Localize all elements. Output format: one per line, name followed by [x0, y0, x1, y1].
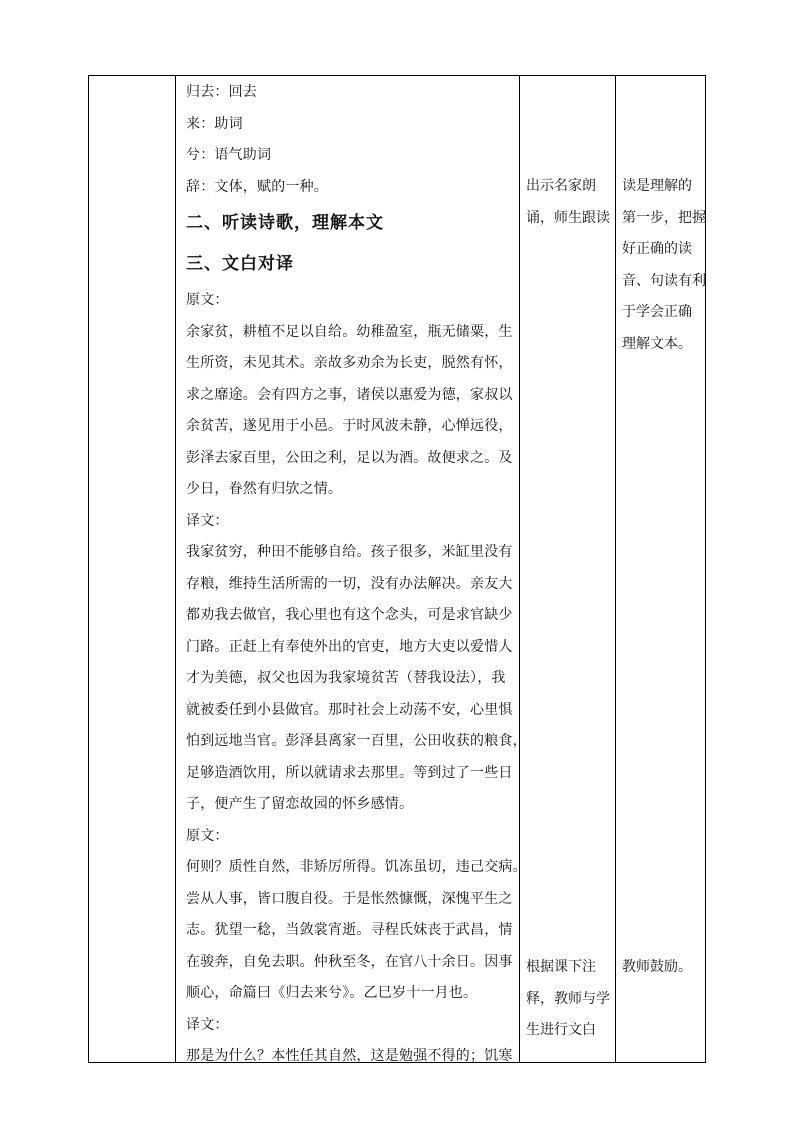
text-line: 在骏奔，自免去职。仲秋至冬，在官八十余日。因事	[186, 953, 513, 970]
activity-line: 诵，师生跟读	[526, 209, 610, 226]
text-line: 何则？质性自然，非矫厉所得。饥冻虽切，违己交病。	[186, 859, 527, 875]
activity-line: 生进行文白	[526, 1022, 596, 1038]
activity-line: 出示名家朗	[526, 178, 596, 194]
purpose-line: 第一步，把握	[622, 209, 706, 226]
teaching-content-cell	[176, 76, 527, 1073]
purpose-line: 于学会正确	[622, 304, 692, 320]
text-line: 才为美德，叔父也因为我家境贫苦（替我设法），我	[186, 670, 506, 686]
text-line: 原文：	[186, 827, 229, 844]
section-heading: 二、听读诗歌，理解本文	[186, 213, 384, 233]
design-purpose-cell-1	[622, 171, 706, 360]
vocab-line: 辞：文体，赋的一种。	[186, 178, 328, 195]
column-divider	[615, 76, 616, 1062]
vocab-line: 归去：回去	[186, 84, 257, 100]
vocab-line: 兮：语气助词	[186, 147, 272, 163]
text-line: 存粮，维持生活所需的一切，没有办法解决。亲友大	[186, 575, 513, 592]
text-line: 译文：	[186, 1016, 229, 1033]
text-line: 彭泽去家百里，公田之利，足以为酒。故便求之。及	[186, 449, 513, 466]
column-divider	[519, 76, 520, 1062]
lesson-table	[88, 75, 706, 1063]
text-line: 门路。正赶上有奉使外出的官吏，地方大吏以爱惜人	[186, 638, 513, 655]
text-line: 求之靡途。会有四方之事，诸侯以惠爱为德，家叔以	[186, 386, 513, 403]
activity-line: 根据课下注	[526, 959, 596, 975]
text-line: 少日，眷然有归欤之情。	[186, 481, 343, 497]
text-line: 子，便产生了留恋故园的怀乡感情。	[186, 796, 414, 812]
teacher-activity-cell-2	[526, 952, 610, 1047]
text-line: 原文：	[186, 292, 229, 308]
text-line: 怕到远地当官。彭泽县离家一百里，公田收获的粮食，	[186, 733, 527, 749]
text-line: 志。犹望一稔，当敛裳宵逝。寻程氏妹丧于武昌，情	[186, 922, 513, 938]
text-line: 顺心，命篇曰《归去来兮》。乙巳岁十一月也。	[186, 985, 478, 1001]
text-line: 余家贫，耕植不足以自给。幼稚盈室，瓶无储粟，生	[186, 323, 513, 340]
purpose-line: 教师鼓励。	[622, 959, 692, 975]
purpose-line: 理解文本。	[622, 335, 692, 352]
vocab-line: 来：助词	[186, 115, 243, 132]
purpose-line: 读是理解的	[622, 178, 692, 194]
activity-line: 释，教师与学	[526, 990, 610, 1007]
text-line: 生所资，未见其术。亲故多劝余为长吏，脱然有怀，	[186, 355, 513, 371]
teacher-activity-cell-1	[526, 171, 610, 234]
section-heading: 三、文白对译	[186, 254, 294, 274]
text-line: 都劝我去做官，我心里也有这个念头，可是求官缺少	[186, 607, 513, 623]
design-purpose-cell-2	[622, 952, 692, 984]
text-line: 就被委任到小县做官。那时社会上动荡不安，心里惧	[186, 701, 513, 718]
text-line: 足够造酒饮用，所以就请求去那里。等到过了一些日	[186, 764, 513, 781]
text-line: 余贫苦，遂见用于小邑。于时风波未静，心惮远役，	[186, 418, 513, 434]
text-line: 尝从人事，皆口腹自役。于是怅然慷慨，深愧平生之	[186, 890, 513, 907]
purpose-line: 音、句读有利	[622, 272, 706, 289]
text-line: 我家贫穷，种田不能够自给。孩子很多，米缸里没有	[186, 544, 513, 560]
text-line: 译文：	[186, 512, 229, 529]
text-line: 那是为什么？本性任其自然，这是勉强不得的；饥寒	[186, 1048, 513, 1064]
purpose-line: 好正确的读	[622, 241, 692, 257]
